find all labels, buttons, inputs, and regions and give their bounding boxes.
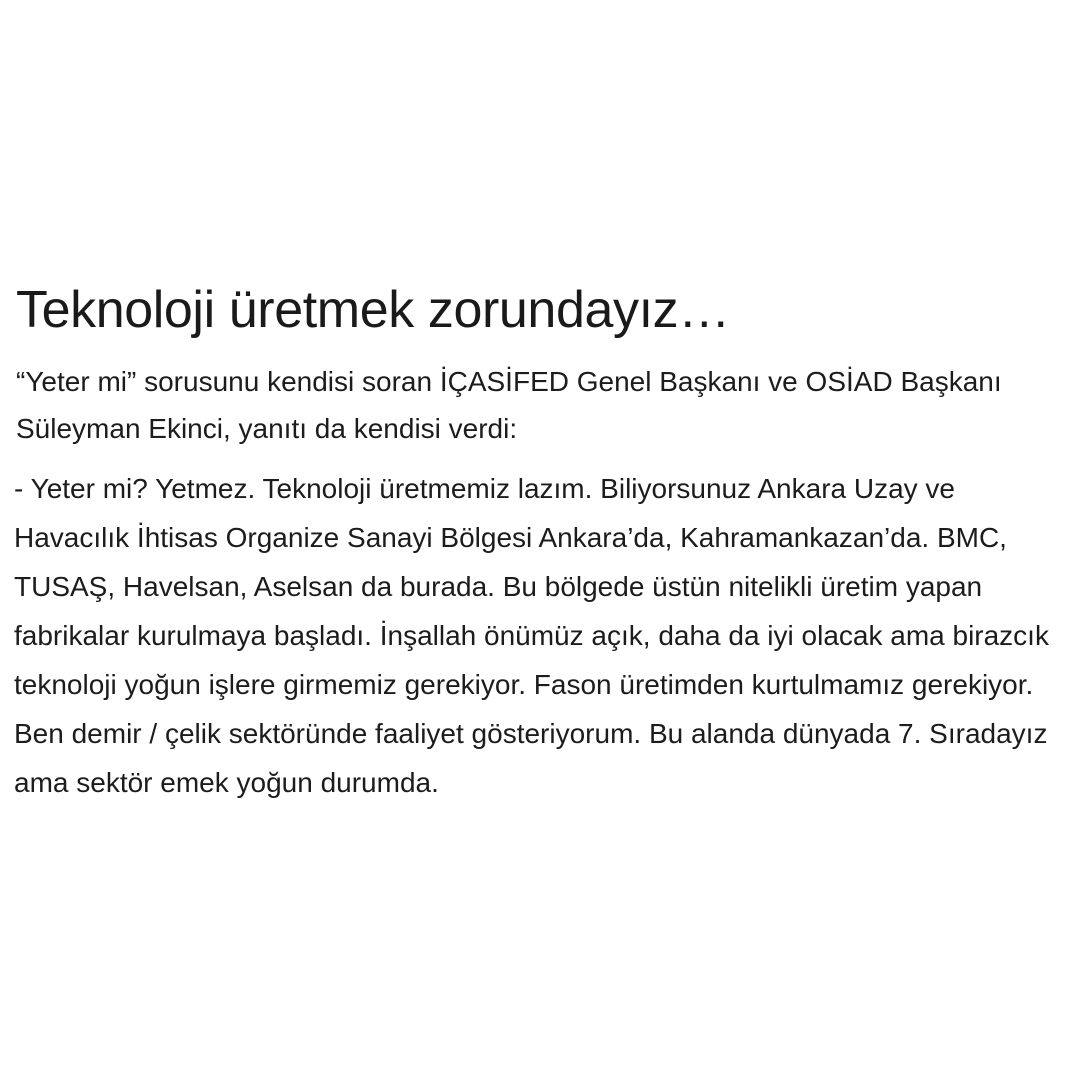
article-headline: Teknoloji üretmek zorundayız… [16, 281, 730, 339]
article-body: - Yeter mi? Yetmez. Teknoloji üretmemiz lazım. Biliyorsunuz Ankara Uzay ve Havacılık İhtisas Organize Sanayi Bölgesi Ankara’da, Kahramankazan’da. BMC, TUSAŞ, Havelsan, Aselsan da burada. Bu bölgede üstün nitelikli üretim yapan fabrikalar kurulmaya başladı. İnşallah önümüz açık, daha da iyi olacak ama birazcık teknoloji yoğun işlere girmemiz gerekiyor. Fason üretimden kurtulmamız gerekiyor. Ben demir / çelik sektöründe faaliyet gösteriyorum. Bu alanda dünyada 7. Sıradayız ama sektör emek yoğun durumda. [14, 473, 1049, 798]
article-lead: “Yeter mi” sorusunu kendisi soran İÇASİFED Genel Başkanı ve OSİAD Başkanı Süleyman Ekinci, yanıtı da kendisi verdi: [16, 366, 1002, 444]
article [16, 276, 1066, 807]
